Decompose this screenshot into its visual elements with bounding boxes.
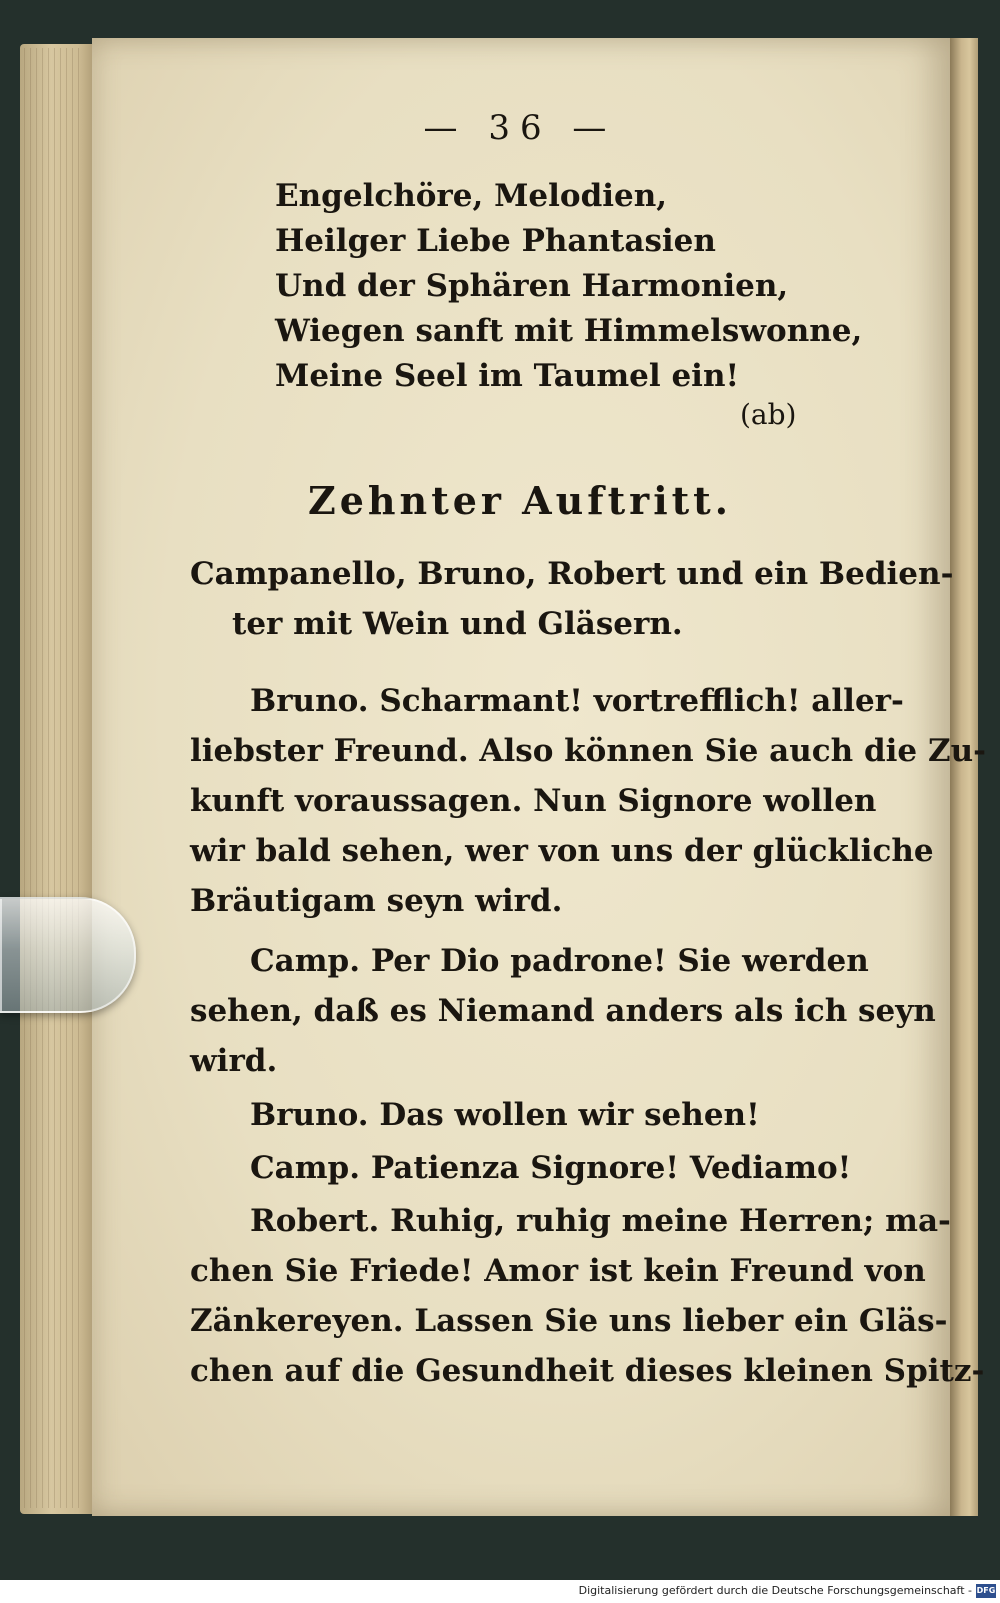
scene-heading: Zehnter Auftritt.	[308, 478, 732, 523]
dfg-logo-icon: DFG	[976, 1584, 996, 1598]
cast-line: ter mit Wein und Gläsern.	[232, 606, 683, 642]
dialogue-line: wir bald sehen, wer von uns der glückliche	[190, 833, 934, 869]
dialogue-line: Bruno. Das wollen wir sehen!	[250, 1097, 760, 1133]
verse-line: Engelchöre, Melodien,	[275, 178, 668, 214]
verse-line: Wiegen sanft mit Himmelswonne,	[275, 313, 863, 349]
dialogue-line: Zänkereyen. Lassen Sie uns lieber ein Gläs-	[190, 1303, 948, 1339]
dialogue-line: chen auf die Gesundheit dieses kleinen Spitz-	[190, 1353, 985, 1389]
dialogue-line: Camp. Patienza Signore! Vediamo!	[250, 1150, 852, 1186]
dialogue-line: chen Sie Friede! Amor ist kein Freund von	[190, 1253, 926, 1289]
footer-bar	[0, 1580, 1000, 1603]
plastic-page-clip	[0, 897, 136, 1013]
footer-credit: Digitalisierung gefördert durch die Deutsche Forschungsgemeinschaft -	[578, 1584, 972, 1597]
verse-line: Meine Seel im Taumel ein!	[275, 358, 740, 394]
verse-line: Heilger Liebe Phantasien	[275, 223, 716, 259]
dialogue-line: Camp. Per Dio padrone! Sie werden	[250, 943, 869, 979]
page-number: — 36 —	[423, 108, 617, 148]
dialogue-line: Robert. Ruhig, ruhig meine Herren; ma-	[250, 1203, 951, 1239]
dialogue-line: sehen, daß es Niemand anders als ich seyn	[190, 993, 936, 1029]
dialogue-line: liebster Freund. Also können Sie auch die Zu-	[190, 733, 986, 769]
dialogue-line: Bräutigam seyn wird.	[190, 883, 563, 919]
stage-direction-exit: (ab)	[740, 398, 797, 431]
dialogue-line: wird.	[190, 1043, 278, 1079]
dialogue-line: kunft voraussagen. Nun Signore wollen	[190, 783, 877, 819]
verse-line: Und der Sphären Harmonien,	[275, 268, 789, 304]
cast-line: Campanello, Bruno, Robert und ein Bedien-	[190, 556, 954, 592]
dialogue-line: Bruno. Scharmant! vortrefflich! aller-	[250, 683, 904, 719]
